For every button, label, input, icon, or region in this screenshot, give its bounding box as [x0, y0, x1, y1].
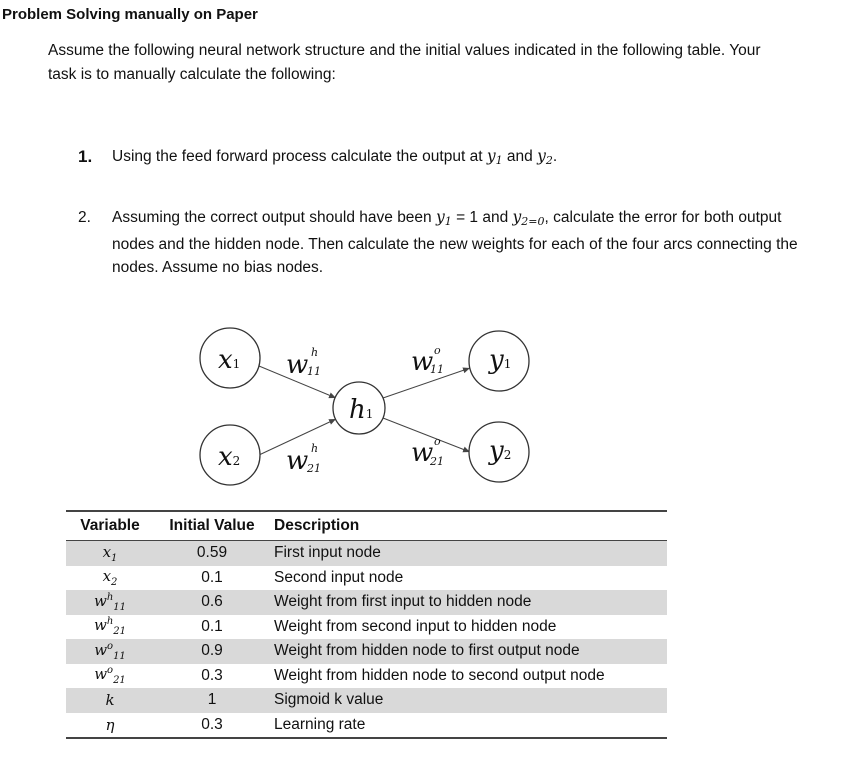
variable-cell: $w^h_{11}$	[66, 590, 154, 615]
svg-text:h: h	[311, 442, 319, 455]
svg-text:o: o	[434, 435, 441, 448]
value-cell: 0.1	[201, 568, 223, 586]
variable-cell: η	[66, 713, 154, 739]
description-cell: Weight from second input to hidden node	[274, 617, 557, 635]
task-2-text: Assuming the correct output should have been y1 = 1 and y2=0, calculate the error for both output nodes and the hidden node. Then calculate the new weights for each of the four arcs connecting the nodes. Assume no bias nodes.	[112, 208, 798, 276]
task-1-number: 1.	[78, 147, 93, 166]
table-row	[66, 713, 667, 739]
label-y1: y1	[489, 345, 512, 375]
weight-w21h	[286, 442, 321, 476]
label-x2: x2	[218, 442, 241, 472]
svg-text:w: w	[411, 347, 434, 377]
svg-text:h: h	[311, 346, 319, 359]
task-2-lead: Assuming the correct output should have been	[112, 209, 432, 226]
value-cell: 0.9	[154, 639, 270, 664]
task-1-text: Using the feed forward process calculate the output at y1 and y2.	[112, 147, 558, 167]
task-1-lead: Using the feed forward process calculate the output at	[112, 148, 483, 165]
header-initial-value: Initial Value	[154, 511, 270, 541]
svg-text:11: 11	[307, 365, 321, 378]
svg-text:w: w	[286, 446, 309, 476]
weight-w11h	[286, 346, 321, 380]
svg-text:21: 21	[430, 455, 444, 468]
table-row	[66, 590, 667, 615]
task-1-y2: y2	[537, 147, 553, 167]
variable-cell: $w^o_{21}$	[94, 665, 126, 687]
description-cell: Weight from hidden node to first output node	[270, 639, 667, 664]
value-cell: 0.59	[154, 541, 270, 566]
table-row	[66, 639, 667, 664]
svg-text:w: w	[411, 438, 434, 468]
value-cell: 0.3	[201, 666, 223, 684]
table-row	[66, 541, 667, 566]
intro-paragraph: Assume the following neural network structure and the initial values indicated in the following table. Your task is to manually calculate the following:	[48, 42, 761, 83]
task-2-rest: , calculate the error for both output nodes and the hidden node. Then calculate the new weights for each of the four arcs connecting the nodes. Assume no bias nodes.	[112, 209, 798, 276]
variable-cell: $w^h_{21}$	[93, 616, 127, 638]
description-cell: Learning rate	[270, 713, 667, 739]
svg-text:w: w	[286, 350, 309, 380]
label-x1: x1	[218, 345, 241, 375]
variable-cell: k	[66, 688, 154, 713]
table-row	[66, 664, 667, 689]
table-row	[66, 688, 667, 713]
variables-table	[66, 510, 667, 739]
page-title: Problem Solving manually on Paper	[2, 6, 258, 23]
value-cell: 0.3	[154, 713, 270, 739]
description-cell: Second input node	[274, 568, 404, 586]
task-2-y1: y1	[436, 208, 452, 228]
table-header-row	[66, 511, 667, 541]
weight-w21o	[411, 435, 444, 468]
task-2-y2: y2=0	[512, 208, 545, 228]
task-1-and: and	[506, 148, 533, 165]
label-y2: y2	[489, 436, 512, 466]
svg-text:o: o	[434, 344, 441, 357]
description-cell: Weight from hidden node to second output node	[274, 666, 605, 684]
table-row	[66, 566, 667, 591]
description-cell: Weight from first input to hidden node	[270, 590, 667, 615]
task-1-y1: y1	[486, 147, 503, 167]
description-cell: First input node	[270, 541, 667, 566]
value-cell: 0.6	[154, 590, 270, 615]
task-2-number: 2.	[78, 209, 91, 226]
variable-cell: $x_1$	[66, 541, 154, 566]
label-h1: h1	[349, 395, 374, 425]
description-cell: Sigmoid k value	[270, 688, 667, 713]
header-description: Description	[270, 511, 667, 541]
variable-cell: $x_2$	[102, 567, 118, 589]
table-row	[66, 615, 667, 640]
value-cell: 1	[154, 688, 270, 713]
weight-w11o	[411, 344, 444, 377]
value-cell: 0.1	[201, 617, 223, 635]
svg-text:11: 11	[430, 363, 444, 376]
header-variable: Variable	[66, 511, 154, 541]
variable-cell: $w^o_{11}$	[66, 639, 154, 664]
svg-text:21: 21	[307, 462, 321, 475]
